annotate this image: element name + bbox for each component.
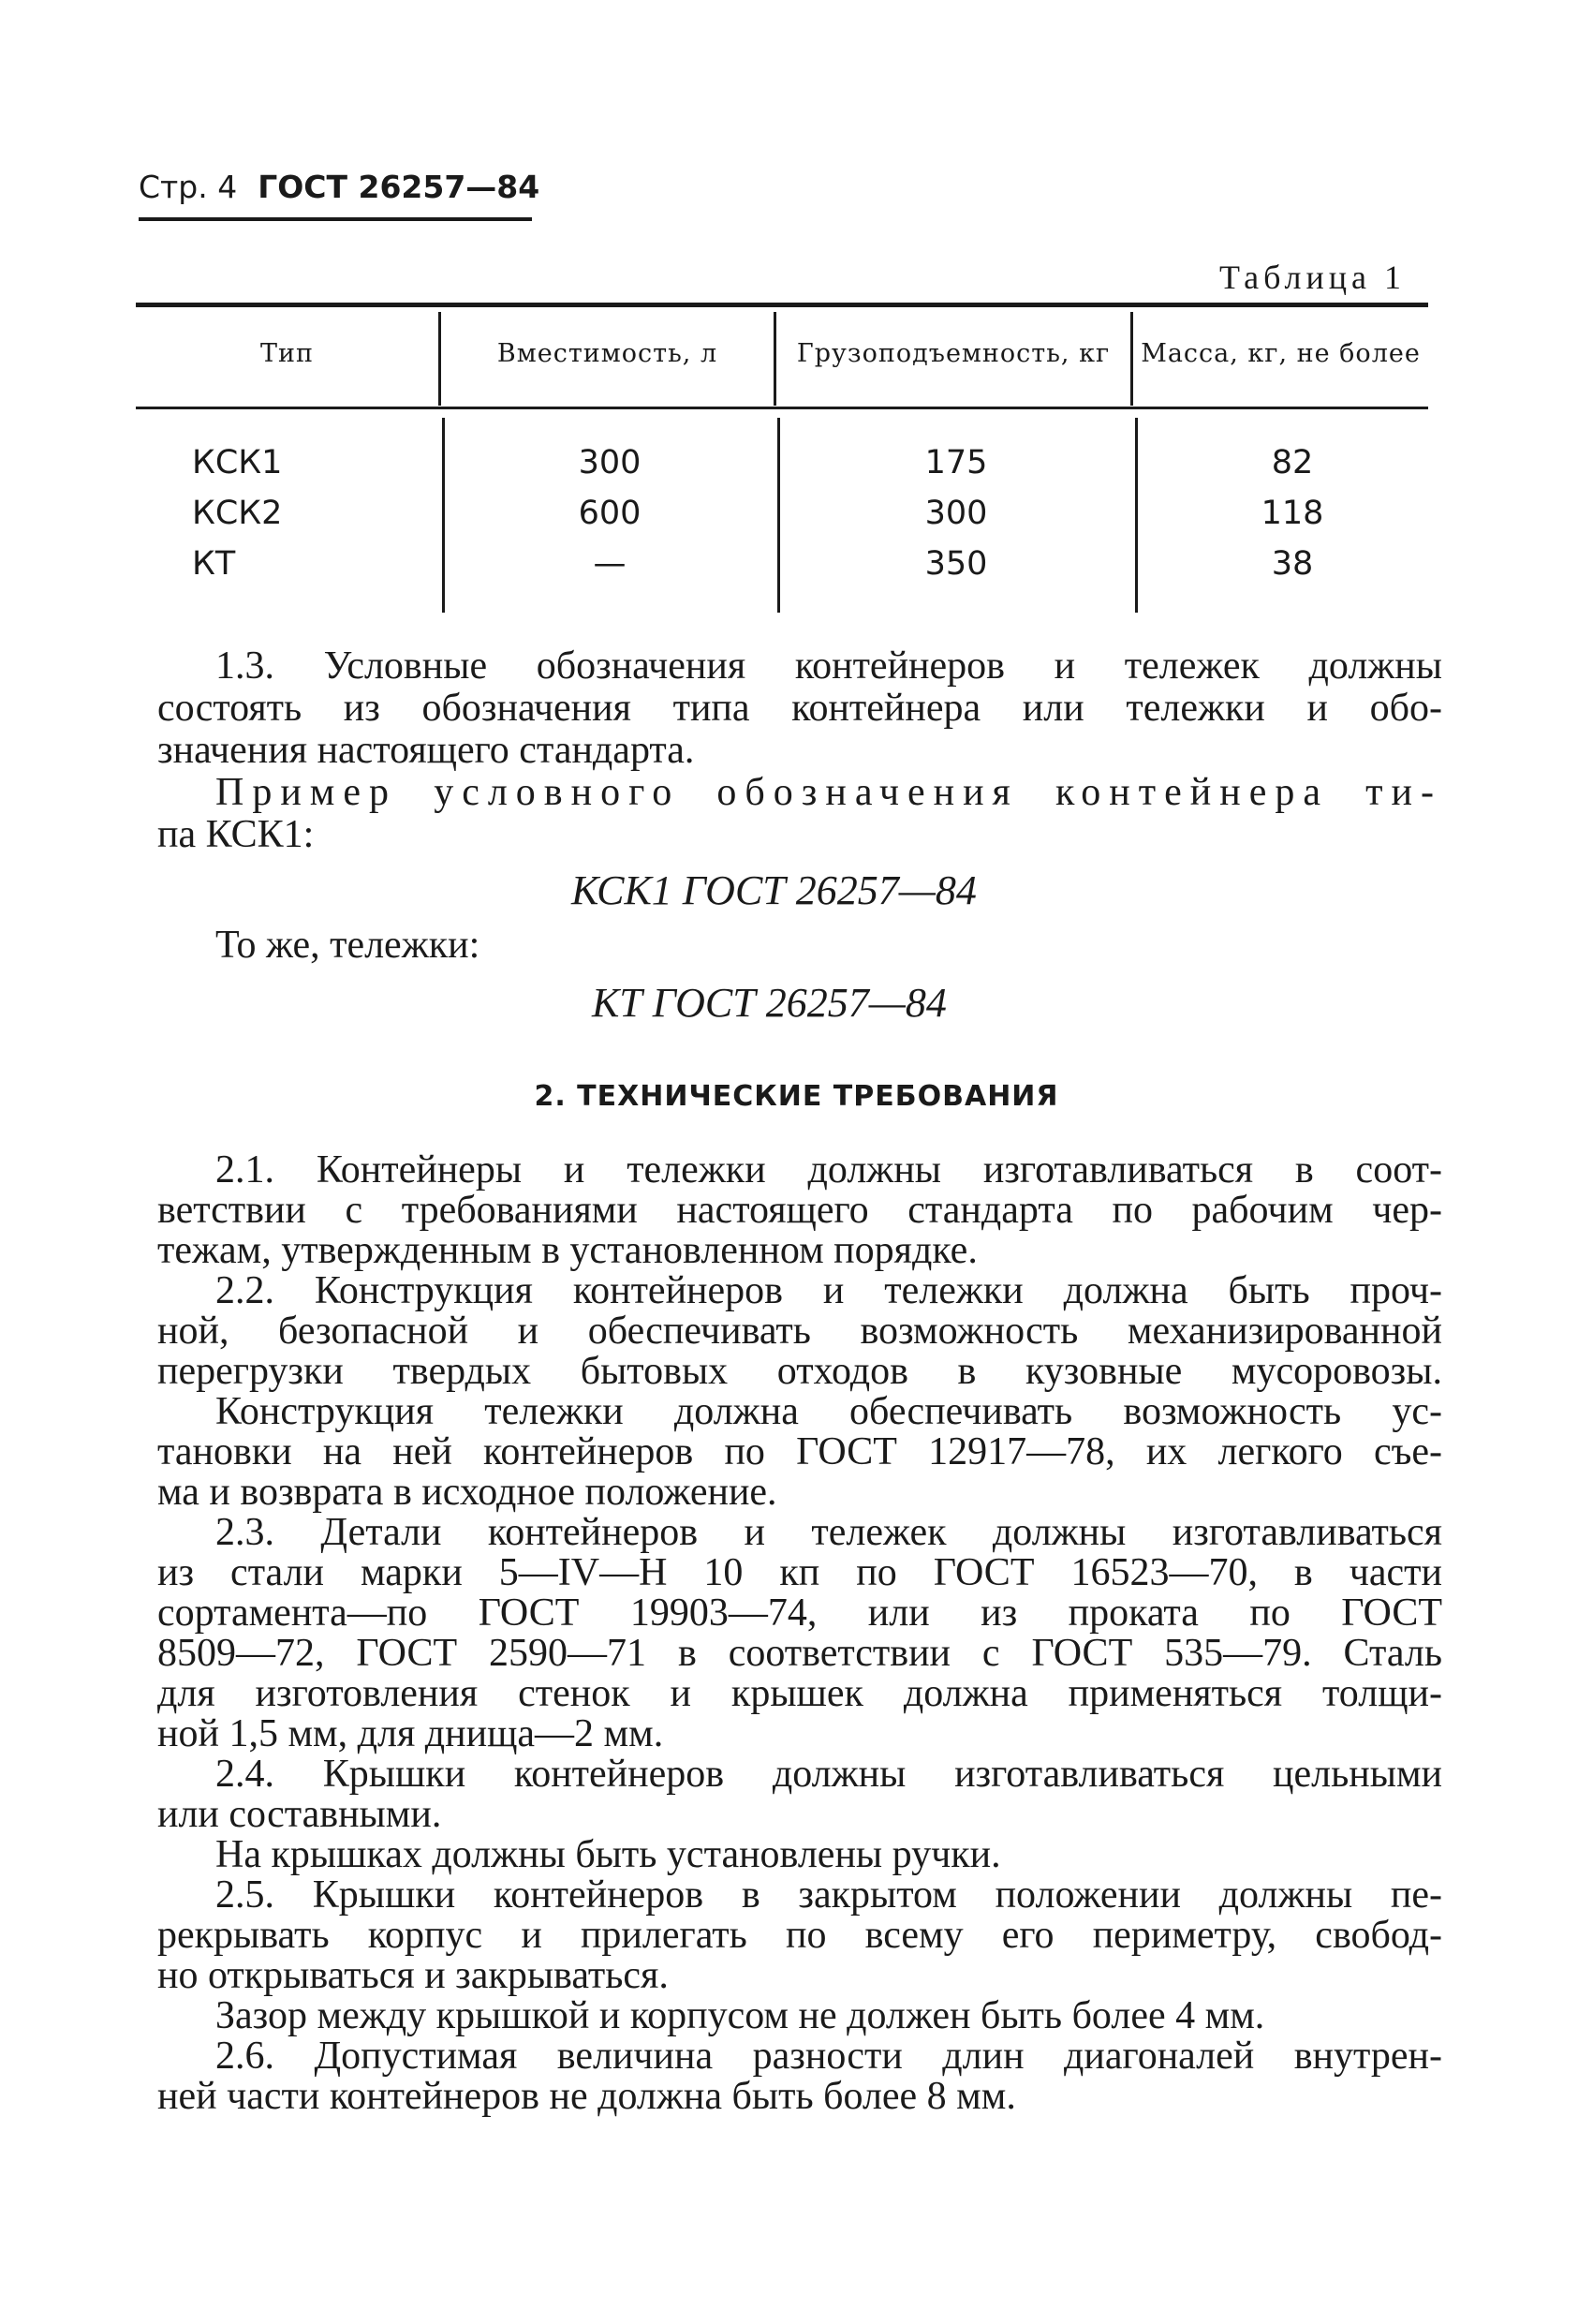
- column-header-mass: Масса, кг, не более: [1141, 339, 1421, 368]
- text-line: па КСК1:: [157, 813, 315, 856]
- text-line: 2.4. Крышки контейнеров должны изготавливаться цельными: [215, 1753, 1442, 1796]
- table-top-rule: [136, 303, 1428, 307]
- column-header-capacity: Вместимость, л: [496, 339, 718, 368]
- table-cell: —: [593, 545, 627, 583]
- column-header-type: Тип: [260, 339, 314, 368]
- text-line: 2.3. Детали контейнеров и тележек должны изготавливаться: [215, 1511, 1442, 1554]
- table-title: Таблица 1: [1219, 259, 1406, 296]
- text-line: 1.3. Условные обозначения контейнеров и тележек должны: [215, 644, 1442, 688]
- text-line: Зазор между крышкой и корпусом не должен быть более 4 мм.: [215, 1994, 1265, 2037]
- text-line: ветствии с требованиями настоящего стандарта по рабочим чер-: [157, 1189, 1442, 1232]
- table-cell: КСК2: [192, 495, 283, 532]
- text-line: сортамента—по ГОСТ 19903—74, или из проката по ГОСТ: [157, 1591, 1442, 1635]
- column-header-load: Грузоподъемность, кг: [796, 339, 1111, 368]
- text-line: 8509—72, ГОСТ 2590—71 в соответствии с ГОСТ 535—79. Сталь: [157, 1632, 1442, 1675]
- table-cell: 118: [1261, 495, 1324, 532]
- text-line: ней части контейнеров не должна быть более 8 мм.: [157, 2075, 1016, 2118]
- text-line: Конструкция тележки должна обеспечивать возможность ус-: [215, 1390, 1442, 1433]
- table-cell: 300: [578, 444, 642, 481]
- example-heading: Пример условного обозначения контейнера ти-: [215, 771, 1442, 814]
- table-cell: 300: [924, 495, 988, 532]
- page-header: [139, 169, 539, 205]
- designation-cart: КТ ГОСТ 26257—84: [592, 980, 947, 1026]
- table-cell: 82: [1271, 444, 1314, 481]
- designation-container: КСК1 ГОСТ 26257—84: [571, 867, 977, 913]
- text-line: состоять из обозначения типа контейнера или тележки и обо-: [157, 687, 1442, 730]
- page-number: Стр. 4: [139, 169, 238, 205]
- text-line: значения настоящего стандарта.: [157, 729, 695, 772]
- text-line: 2.6. Допустимая величина разности длин диагоналей внутрен-: [215, 2035, 1442, 2078]
- text-line: ной 1,5 мм, для днища—2 мм.: [157, 1712, 664, 1755]
- text-line: 2.2. Конструкция контейнеров и тележки должна быть проч-: [215, 1269, 1442, 1312]
- header-underline: [139, 217, 532, 221]
- section-heading: 2. ТЕХНИЧЕСКИЕ ТРЕБОВАНИЯ: [534, 1080, 1059, 1113]
- text-line: или составными.: [157, 1793, 442, 1836]
- text-line: 2.5. Крышки контейнеров в закрытом положении должны пе-: [215, 1873, 1442, 1917]
- text-line: перегрузки твердых бытовых отходов в кузовные мусоровозы.: [157, 1350, 1442, 1393]
- table-header-rule: [136, 407, 1428, 409]
- text-line: ной, безопасной и обеспечивать возможность механизированной: [157, 1310, 1442, 1353]
- text-line: 2.1. Контейнеры и тележки должны изготавливаться в соот-: [215, 1148, 1442, 1192]
- text-line: ма и возврата в исходное положение.: [157, 1471, 777, 1514]
- table-cell: 175: [924, 444, 988, 481]
- table-cell: 350: [924, 545, 988, 583]
- table-col-divider: [1135, 418, 1138, 613]
- text-line: На крышках должны быть установлены ручки.: [215, 1833, 1001, 1876]
- table-cell: 38: [1271, 545, 1314, 583]
- text-line: тановки на ней контейнеров по ГОСТ 12917—78, их легкого съе-: [157, 1430, 1442, 1473]
- table-cell: 600: [578, 495, 642, 532]
- text-line: рекрывать корпус и прилегать по всему его периметру, свобод-: [157, 1914, 1442, 1957]
- text-line: То же, тележки:: [215, 924, 480, 967]
- text-line: но открываться и закрываться.: [157, 1954, 669, 1997]
- standard-number: ГОСТ 26257—84: [258, 169, 540, 205]
- text-line: для изготовления стенок и крышек должна применяться толщи-: [157, 1672, 1442, 1715]
- text-line: из стали марки 5—IV—Н 10 кп по ГОСТ 16523—70, в части: [157, 1551, 1442, 1594]
- table-cell: КТ: [192, 545, 236, 583]
- text-line: тежам, утвержденным в установленном порядке.: [157, 1229, 978, 1272]
- table-cell: КСК1: [192, 444, 283, 481]
